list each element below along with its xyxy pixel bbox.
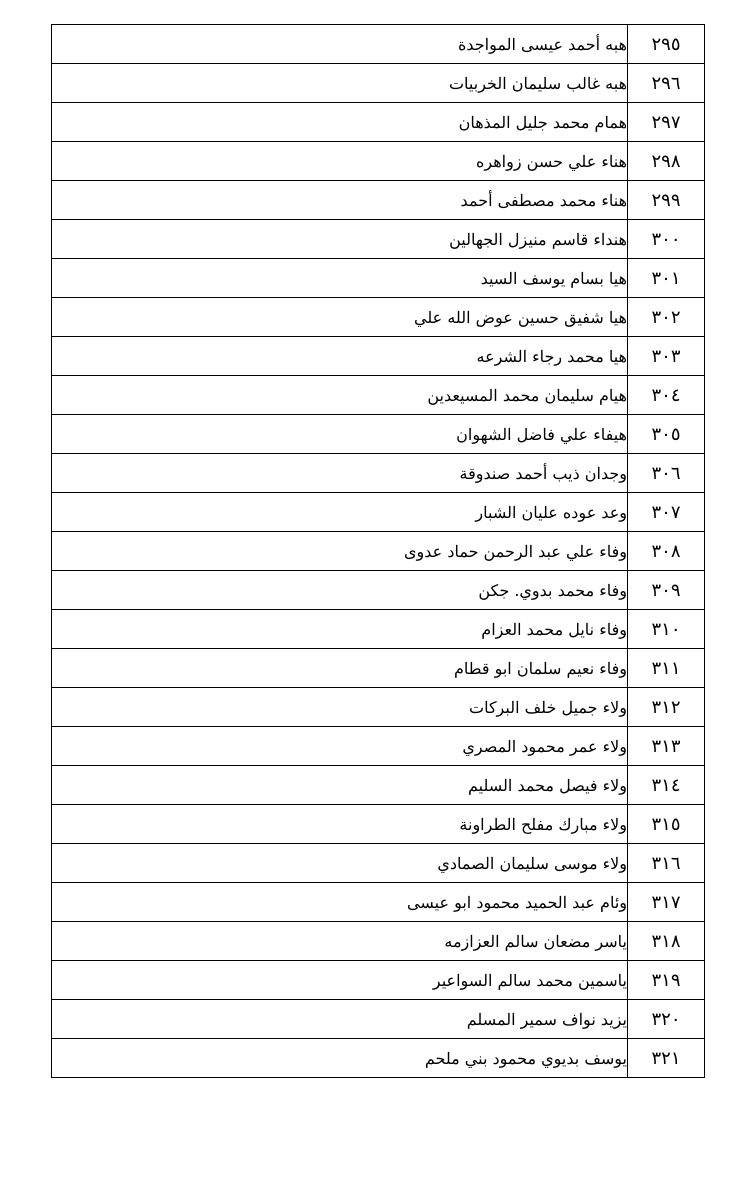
person-name: هناء محمد مصطفى أحمد: [52, 181, 628, 220]
person-name: وفاء نايل محمد العزام: [52, 610, 628, 649]
person-name: ولاء مبارك مفلح الطراونة: [52, 805, 628, 844]
row-number: ٣٠٢: [628, 298, 705, 337]
person-name: وفاء نعيم سلمان ابو قطام: [52, 649, 628, 688]
row-number: ٢٩٩: [628, 181, 705, 220]
person-name: هيا محمد رجاء الشرعه: [52, 337, 628, 376]
table-row: [52, 337, 705, 376]
row-number: ٣١٠: [628, 610, 705, 649]
person-name: وفاء علي عبد الرحمن حماد عدوى: [52, 532, 628, 571]
person-name: يزيد نواف سمير المسلم: [52, 1000, 628, 1039]
person-name: ياسمين محمد سالم السواعير: [52, 961, 628, 1000]
table-row: [52, 415, 705, 454]
table-row: [52, 844, 705, 883]
row-number: ٣١٤: [628, 766, 705, 805]
person-name: هبه غالب سليمان الخربيات: [52, 64, 628, 103]
person-name: هناء علي حسن زواهره: [52, 142, 628, 181]
row-number: ٣١٦: [628, 844, 705, 883]
table-row: [52, 649, 705, 688]
row-number: ٢٩٨: [628, 142, 705, 181]
row-number: ٣١٣: [628, 727, 705, 766]
person-name: همام محمد جليل المذهان: [52, 103, 628, 142]
row-number: ٣١٨: [628, 922, 705, 961]
row-number: ٣١٥: [628, 805, 705, 844]
table-row: [52, 181, 705, 220]
person-name: هيفاء علي فاضل الشهوان: [52, 415, 628, 454]
person-name: وعد عوده عليان الشبار: [52, 493, 628, 532]
table-row: [52, 883, 705, 922]
table-row: [52, 727, 705, 766]
row-number: ٣٠٧: [628, 493, 705, 532]
table-row: [52, 766, 705, 805]
row-number: ٢٩٦: [628, 64, 705, 103]
row-number: ٣٠١: [628, 259, 705, 298]
table-row: [52, 454, 705, 493]
row-number: ٣١٢: [628, 688, 705, 727]
row-number: ٣٠٠: [628, 220, 705, 259]
person-name: هنداء قاسم منيزل الجهالين: [52, 220, 628, 259]
person-name: هيام سليمان محمد المسيعدين: [52, 376, 628, 415]
person-name: ولاء موسى سليمان الصمادي: [52, 844, 628, 883]
table-row: [52, 103, 705, 142]
row-number: ٣٠٩: [628, 571, 705, 610]
row-number: ٣٢٠: [628, 1000, 705, 1039]
table-row: [52, 961, 705, 1000]
person-name: وئام عبد الحميد محمود ابو عيسى: [52, 883, 628, 922]
table-row: [52, 142, 705, 181]
row-number: ٣٠٣: [628, 337, 705, 376]
row-number: ٣٠٥: [628, 415, 705, 454]
row-number: ٣١٧: [628, 883, 705, 922]
person-name: ولاء عمر محمود المصري: [52, 727, 628, 766]
table-row: [52, 1000, 705, 1039]
person-name: هيا بسام يوسف السيد: [52, 259, 628, 298]
table-row: [52, 220, 705, 259]
person-name: ولاء جميل خلف البركات: [52, 688, 628, 727]
person-name: ياسر مضعان سالم العزازمه: [52, 922, 628, 961]
table-row: [52, 25, 705, 64]
person-name: ولاء فيصل محمد السليم: [52, 766, 628, 805]
table-row: [52, 1039, 705, 1078]
person-name: يوسف بديوي محمود بني ملحم: [52, 1039, 628, 1078]
row-number: ٣٠٤: [628, 376, 705, 415]
person-name: هيا شفيق حسين عوض الله علي: [52, 298, 628, 337]
document-page: [51, 24, 705, 1078]
row-number: ٣٠٦: [628, 454, 705, 493]
table-row: [52, 298, 705, 337]
person-name: وفاء محمد بدوي. جكن: [52, 571, 628, 610]
table-row: [52, 805, 705, 844]
table-row: [52, 571, 705, 610]
table-row: [52, 259, 705, 298]
person-name: وجدان ذيب أحمد صندوقة: [52, 454, 628, 493]
row-number: ٣١٩: [628, 961, 705, 1000]
table-row: [52, 493, 705, 532]
row-number: ٣٠٨: [628, 532, 705, 571]
table-row: [52, 64, 705, 103]
row-number: ٢٩٧: [628, 103, 705, 142]
row-number: ٣١١: [628, 649, 705, 688]
table-row: [52, 532, 705, 571]
table-row: [52, 376, 705, 415]
row-number: ٢٩٥: [628, 25, 705, 64]
names-table: [51, 24, 705, 1078]
table-row: [52, 610, 705, 649]
names-table-body: [52, 25, 705, 1078]
row-number: ٣٢١: [628, 1039, 705, 1078]
table-row: [52, 688, 705, 727]
person-name: هبه أحمد عيسى المواجدة: [52, 25, 628, 64]
table-row: [52, 922, 705, 961]
